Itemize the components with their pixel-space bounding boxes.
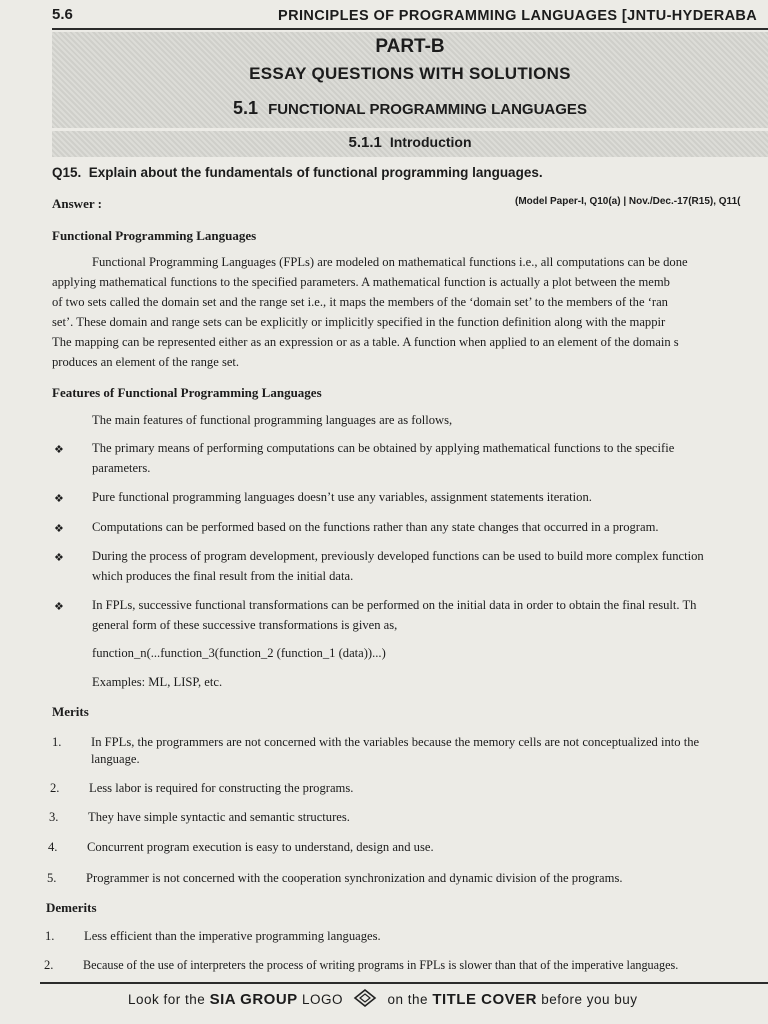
merit-number: 5. bbox=[47, 871, 57, 885]
merits-heading: Merits bbox=[52, 704, 89, 719]
merit-line: In FPLs, the programmers are not concerned with the variables because the memory cells are not conceptualized into the bbox=[91, 735, 700, 749]
feature-line: During the process of program development, previously developed functions can be used to build more complex function bbox=[92, 549, 704, 563]
demerit-number: 2. bbox=[44, 958, 54, 972]
question bbox=[52, 165, 543, 180]
question-label: Q15. bbox=[52, 165, 82, 180]
section-title: FUNCTIONAL PROGRAMMING LANGUAGES bbox=[268, 101, 587, 118]
feature-line: Computations can be performed based on the functions rather than any state changes that occurred in a program. bbox=[92, 520, 659, 534]
merit-line: Concurrent program execution is easy to understand, design and use. bbox=[87, 840, 434, 854]
header-rule bbox=[52, 28, 768, 30]
question-text: Explain about the fundamentals of functional programming languages. bbox=[88, 165, 543, 180]
merit-line: language. bbox=[91, 752, 140, 766]
subsection-banner bbox=[52, 131, 768, 157]
merit-line: They have simple syntactic and semantic structures. bbox=[88, 810, 350, 824]
bullet-icon: ❖ bbox=[54, 552, 64, 564]
sia-logo-icon bbox=[353, 989, 377, 1007]
feature-line: general form of these successive transformations is given as, bbox=[92, 618, 398, 632]
demerit-line: Less efficient than the imperative programming languages. bbox=[84, 929, 381, 943]
subsection-number: 5.1.1 bbox=[348, 134, 382, 151]
fpl-line: set’. These domain and range sets can be explicitly or implicitly specified in the function definition along with the mappir bbox=[52, 315, 666, 329]
fpl-line: The mapping can be represented either as an expression or as a table. A function when applied to an element of the domain s bbox=[52, 335, 679, 349]
features-intro: The main features of functional programming languages are as follows, bbox=[92, 413, 453, 427]
bullet-icon: ❖ bbox=[54, 444, 64, 456]
footer-logo-word: LOGO bbox=[301, 992, 343, 1007]
footer-post: before you buy bbox=[541, 992, 638, 1007]
fpl-line: of two sets called the domain set and the range set i.e., it maps the members of the ‘domain set’ to the members of the ‘ran bbox=[52, 295, 668, 309]
fpl-heading: Functional Programming Languages bbox=[52, 228, 257, 243]
footer-brand: SIA GROUP bbox=[209, 991, 298, 1008]
answer-reference: (Model Paper-I, Q10(a) | Nov./Dec.-17(R15), Q11( bbox=[515, 196, 741, 207]
merit-number: 1. bbox=[52, 735, 62, 749]
merit-line: Less labor is required for constructing the programs. bbox=[89, 781, 354, 795]
merit-number: 4. bbox=[48, 840, 58, 854]
feature-line: In FPLs, successive functional transformations can be performed on the initial data in order to obtain the final result. Th bbox=[92, 598, 697, 612]
demerit-number: 1. bbox=[45, 929, 55, 943]
examples: Examples: ML, LISP, etc. bbox=[92, 675, 223, 689]
subsection-title: Introduction bbox=[389, 134, 472, 150]
part-title: PART-B bbox=[375, 36, 445, 57]
footer-mid: on the bbox=[387, 992, 429, 1007]
merit-line: Programmer is not concerned with the cooperation synchronization and dynamic division of the programs. bbox=[86, 871, 623, 885]
bullet-icon: ❖ bbox=[54, 523, 64, 535]
fpl-line: applying mathematical functions to the specified parameters. A mathematical function is actually a plot between the memb bbox=[52, 275, 670, 289]
feature-line: parameters. bbox=[92, 461, 151, 475]
footer-cover: TITLE COVER bbox=[432, 991, 537, 1008]
feature-line: Pure functional programming languages doesn’t use any variables, assignment statements iteration. bbox=[92, 490, 592, 504]
title-banner bbox=[52, 32, 768, 128]
subsection-heading bbox=[52, 134, 768, 151]
footer-rule bbox=[40, 982, 768, 984]
footer-pre: Look for the bbox=[128, 992, 206, 1007]
section-number: 5.1 bbox=[233, 98, 259, 118]
fpl-line: produces an element of the range set. bbox=[52, 355, 240, 369]
demerits-heading: Demerits bbox=[46, 900, 97, 915]
section-heading bbox=[52, 98, 768, 119]
running-title: PRINCIPLES OF PROGRAMMING LANGUAGES [JNTU-HYDERABA bbox=[278, 8, 758, 24]
demerit-line: Because of the use of interpreters the process of writing programs in FPLs is slower than that of the imperative languages. bbox=[83, 958, 679, 972]
page-number: 5.6 bbox=[52, 6, 73, 23]
feature-line: The primary means of performing computations can be obtained by applying mathematical functions to the specifie bbox=[92, 441, 675, 455]
answer-label: Answer : bbox=[52, 196, 102, 211]
fpl-line: Functional Programming Languages (FPLs) are modeled on mathematical functions i.e., all computations can be done bbox=[92, 255, 688, 269]
features-heading: Features of Functional Programming Languages bbox=[52, 385, 322, 400]
feature-line: which produces the final result from the initial data. bbox=[92, 569, 354, 583]
part-subtitle: ESSAY QUESTIONS WITH SOLUTIONS bbox=[249, 64, 571, 83]
merit-number: 2. bbox=[50, 781, 60, 795]
formula: function_n(...function_3(function_2 (function_1 (data))...) bbox=[92, 646, 386, 660]
merit-number: 3. bbox=[49, 810, 59, 824]
footer-notice bbox=[128, 989, 638, 1008]
bullet-icon: ❖ bbox=[54, 493, 64, 505]
bullet-icon: ❖ bbox=[54, 601, 64, 613]
